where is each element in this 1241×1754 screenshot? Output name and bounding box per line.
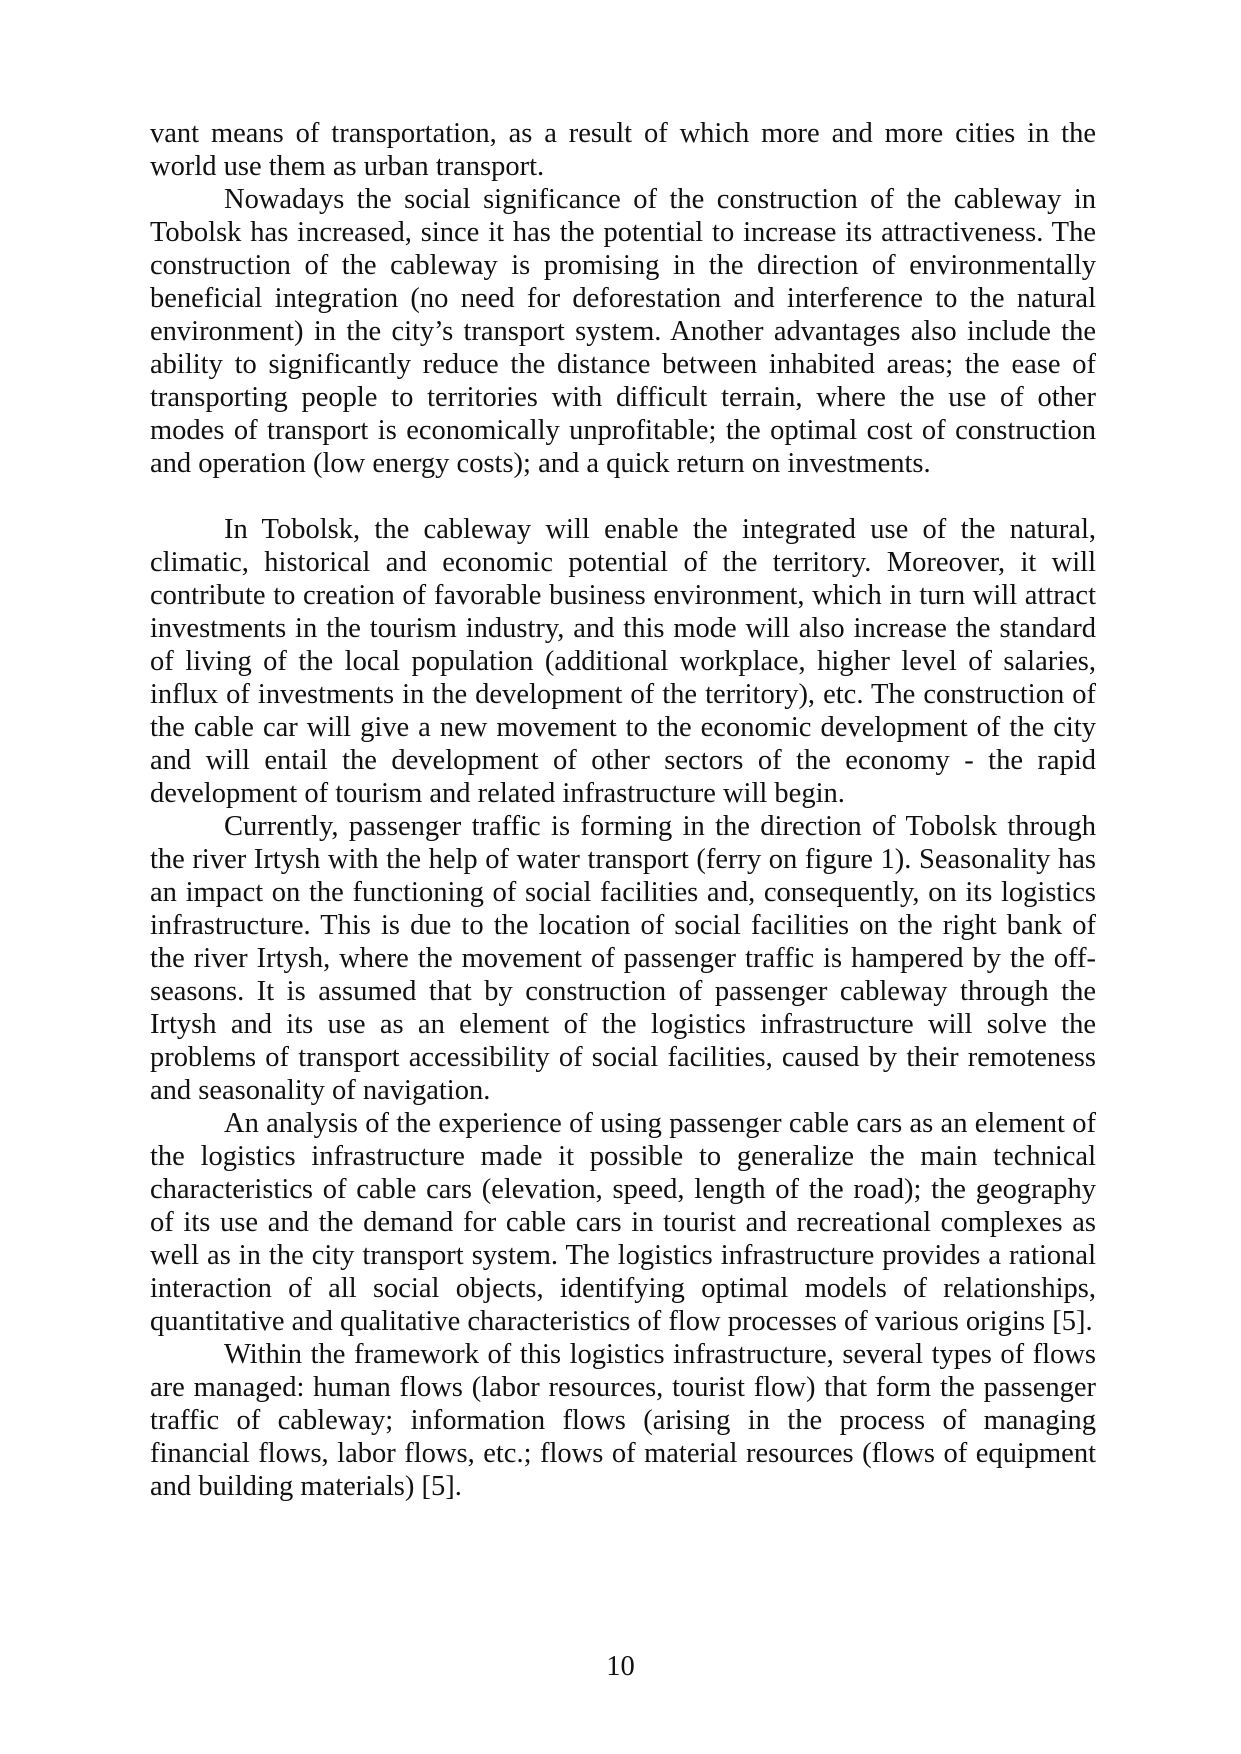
page-number: 10	[606, 1651, 635, 1682]
paragraph-analysis: An analysis of the experience of using passenger cable cars as an element of the logistics infrastructure made it possible to generalize the main technical characteristics of cable cars (elevation, speed, length of the road); the geography of its use and the demand for cable cars in tourist and recreational complexes as well as in the city transport system. The logistics infrastructure provides a rational interaction of all social objects, identifying optimal models of relationships, quantitative and qualitative characteristics of flow processes of various origins [5].	[150, 1108, 1096, 1337]
document-body	[150, 117, 1096, 1503]
paragraph-tobolsk-potential: In Tobolsk, the cableway will enable the integrated use of the natural, climatic, historical and economic potential of the territory. Moreover, it will contribute to creation of favorable business environment, which in turn will attract investments in the tourism industry, and this mode will also increase the standard of living of the local population (additional workplace, higher level of salaries, influx of investments in the development of the territory), etc. The construction of the cable car will give a new movement to the economic development of the city and will entail the development of other sectors of the economy - the rapid development of tourism and related infrastructure will begin.	[150, 514, 1096, 809]
paragraph-continuation: vant means of transportation, as a result of which more and more cities in the world use them as urban transport.	[150, 118, 1096, 182]
paragraph-flows: Within the framework of this logistics infrastructure, several types of flows are managed: human flows (labor resources, tourist flow) that form the passenger traffic of cableway; information flows (arising in the process of managing financial flows, labor flows, etc.; flows of material resources (flows of equipment and building materials) [5].	[150, 1339, 1096, 1502]
paragraph-passenger-traffic: Currently, passenger traffic is forming in the direction of Tobolsk through the river Irtysh with the help of water transport (ferry on figure 1). Seasonality has an impact on the functioning of social facilities and, consequently, on its logistics infrastructure. This is due to the location of social facilities on the right bank of the river Irtysh, where the movement of passenger traffic is hampered by the off-seasons. It is assumed that by construction of passenger cableway through the Irtysh and its use as an element of the logistics infrastructure will solve the problems of transport accessibility of social facilities, caused by their remoteness and seasonality of navigation.	[150, 811, 1096, 1106]
paragraph-social-significance: Nowadays the social significance of the construction of the cableway in Tobolsk has increased, since it has the potential to increase its attractiveness. The construction of the cableway is promising in the direction of environmentally beneficial integration (no need for deforestation and interference to the natural environment) in the city’s transport system. Another advantages also include the ability to significantly reduce the distance between inhabited areas; the ease of transporting people to territories with difficult terrain, where the use of other modes of transport is economically unprofitable; the optimal cost of construction and operation (low energy costs); and a quick return on investments.	[150, 184, 1096, 479]
